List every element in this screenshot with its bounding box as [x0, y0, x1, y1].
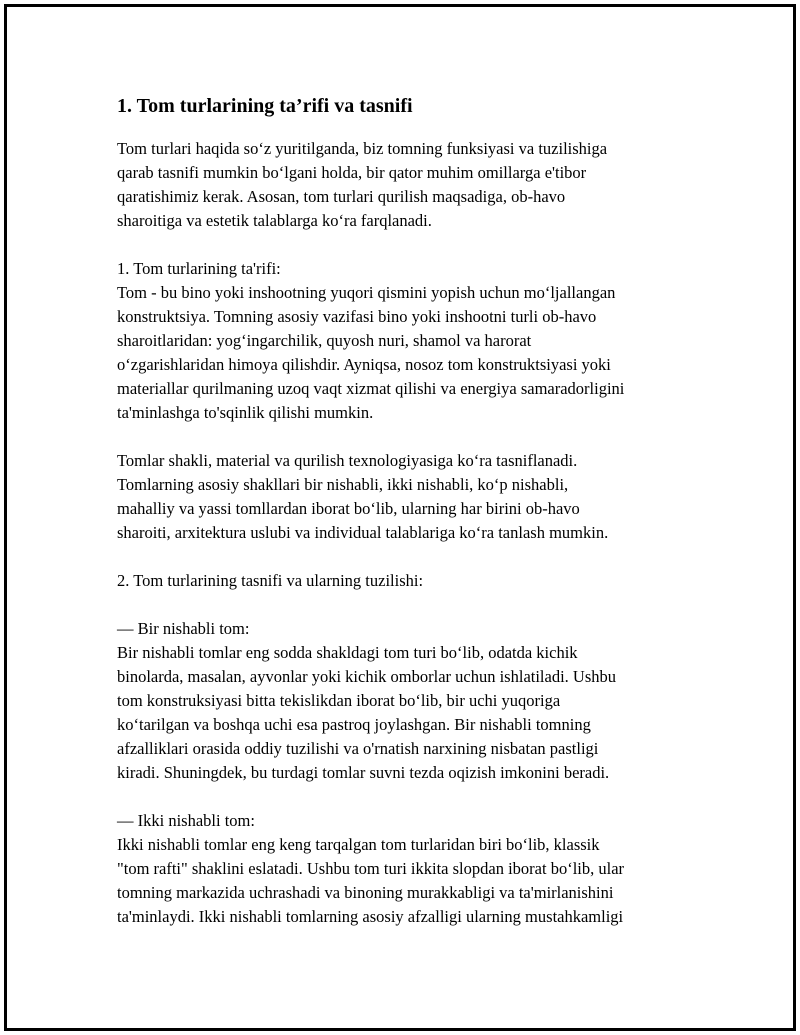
text-line: ta'minlaydi. Ikki nishabli tomlarning asosiy afzalligi ularning mustahkamligi: [117, 907, 624, 926]
text-line: — Bir nishabli tom:: [117, 619, 250, 638]
paragraph: [117, 257, 707, 425]
text-line: Tomlar shakli, material va qurilish texnologiyasiga ko‘ra tasniflanadi.: [117, 451, 578, 470]
paragraph: [117, 569, 707, 593]
text-line: Tom turlari haqida so‘z yuritilganda, biz tomning funksiyasi va tuzilishiga: [117, 139, 608, 158]
text-line: materiallar qurilmaning uzoq vaqt xizmat qilishi va energiya samaradorligini: [117, 379, 625, 398]
text-line: sharoitiga va estetik talablarga ko‘ra farqlanadi.: [117, 211, 432, 230]
text-line: ta'minlashga to'sqinlik qilishi mumkin.: [117, 403, 374, 422]
text-line: afzalliklari orasida oddiy tuzilishi va o'rnatish narxining nisbatan pastligi: [117, 739, 599, 758]
text-line: ko‘tarilgan va boshqa uchi esa pastroq joylashgan. Bir nishabli tomning: [117, 715, 591, 734]
text-line: qaratishimiz kerak. Asosan, tom turlari qurilish maqsadiga, ob-havo: [117, 187, 566, 206]
document-heading: 1. Tom turlarining ta’rifi va tasnifi: [117, 95, 413, 117]
paragraph-list: [117, 137, 707, 929]
text-line: sharoitlaridan: yog‘ingarchilik, quyosh nuri, shamol va harorat: [117, 331, 532, 350]
text-line: "tom rafti" shaklini eslatadi. Ushbu tom turi ikkita slopdan iborat bo‘lib, ular: [117, 859, 625, 878]
text-line: mahalliy va yassi tomllardan iborat bo‘lib, ularning har birini ob-havo: [117, 499, 580, 518]
text-line: Tomlarning asosiy shakllari bir nishabli, ikki nishabli, ko‘p nishabli,: [117, 475, 569, 494]
document-body: [117, 93, 707, 953]
text-line: konstruktsiya. Tomning asosiy vazifasi bino yoki inshootni turli ob-havo: [117, 307, 597, 326]
text-line: o‘zgarishlaridan himoya qilishdir. Ayniqsa, nosoz tom konstruktsiyasi yoki: [117, 355, 611, 374]
page-frame: [4, 4, 796, 1031]
text-line: Bir nishabli tomlar eng sodda shakldagi tom turi bo‘lib, odatda kichik: [117, 643, 578, 662]
text-line: 1. Tom turlarining ta'rifi:: [117, 259, 281, 278]
text-line: tom konstruksiyasi bitta tekislikdan iborat bo‘lib, bir uchi yuqoriga: [117, 691, 561, 710]
text-line: qarab tasnifi mumkin bo‘lgani holda, bir qator muhim omillarga e'tibor: [117, 163, 587, 182]
text-line: — Ikki nishabli tom:: [117, 811, 255, 830]
text-line: 2. Tom turlarining tasnifi va ularning tuzilishi:: [117, 571, 424, 590]
text-line: kiradi. Shuningdek, bu turdagi tomlar suvni tezda oqizish imkonini beradi.: [117, 763, 610, 782]
text-line: tomning markazida uchrashadi va binoning murakkabligi va ta'mirlanishini: [117, 883, 614, 902]
text-line: Ikki nishabli tomlar eng keng tarqalgan tom turlaridan biri bo‘lib, klassik: [117, 835, 600, 854]
paragraph: [117, 137, 707, 233]
text-line: Tom - bu bino yoki inshootning yuqori qismini yopish uchun mo‘ljallangan: [117, 283, 616, 302]
paragraph: [117, 617, 707, 785]
paragraph: [117, 809, 707, 929]
paragraph: [117, 449, 707, 545]
text-line: sharoiti, arxitektura uslubi va individual talablariga ko‘ra tanlash mumkin.: [117, 523, 609, 542]
text-line: binolarda, masalan, ayvonlar yoki kichik omborlar uchun ishlatiladi. Ushbu: [117, 667, 617, 686]
